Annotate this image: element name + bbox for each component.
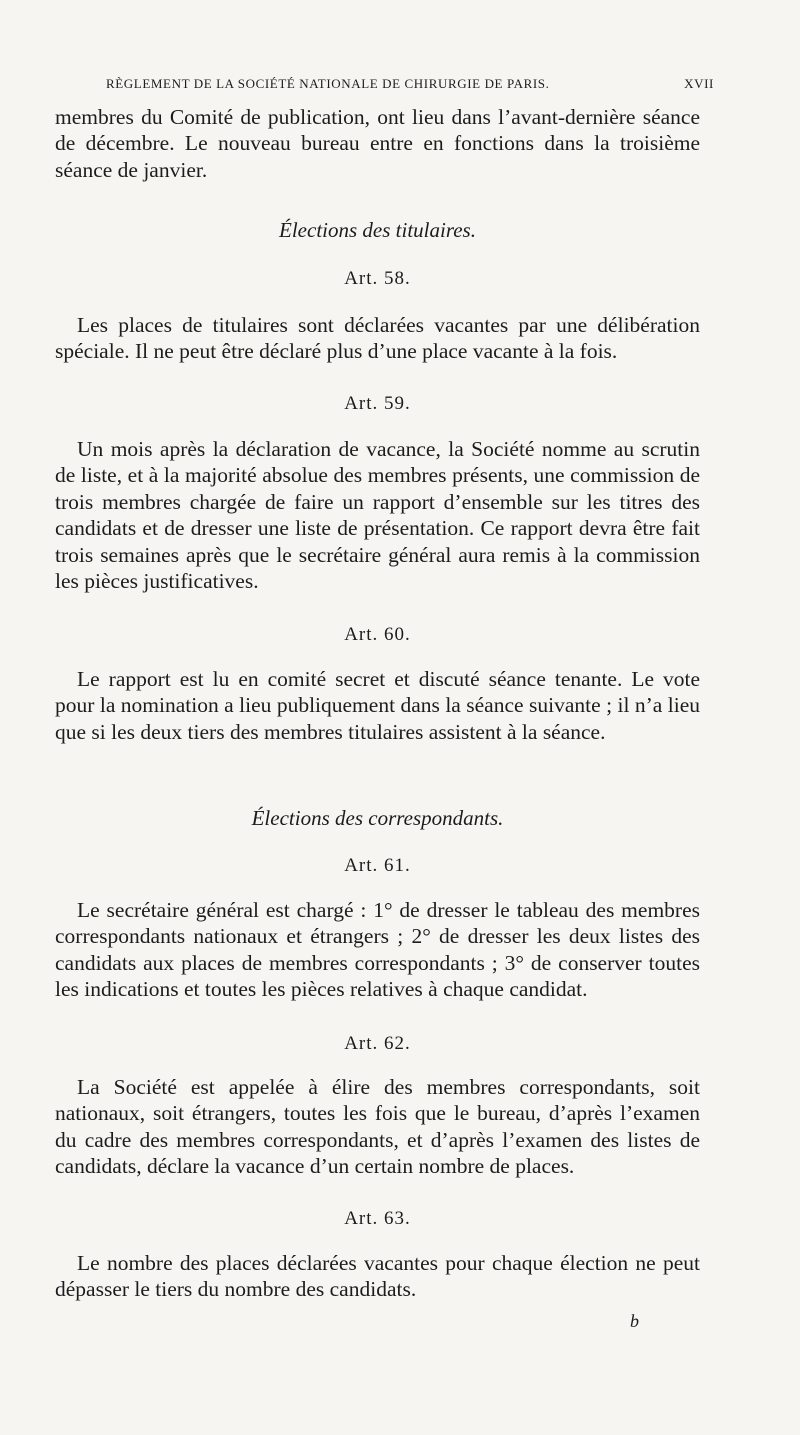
section-title-correspondants: Élections des correspondants. bbox=[251, 806, 504, 830]
article-61-text: Le secrétaire général est chargé : 1° de dresser le tableau des membres correspondants nationaux et étrangers ; 2° de dresser les deux listes des candidats aux places de membres correspondants ; 3° de conserver toutes les indications et toutes les pièces relatives à chaque candidat. bbox=[55, 898, 700, 1002]
signature-mark: b bbox=[630, 1311, 639, 1331]
running-head-title: RÈGLEMENT DE LA SOCIÉTÉ NATIONALE DE CHIRURGIE DE PARIS. bbox=[106, 76, 550, 91]
article-63-text: Le nombre des places déclarées vacantes pour chaque élection ne peut dépasser le tiers du nombre des candidats. bbox=[55, 1251, 700, 1302]
intro-paragraph: membres du Comité de publication, ont lieu dans l’avant-dernière séance de décembre. Le nouveau bureau entre en fonctions dans la troisième séance de janvier. bbox=[55, 105, 700, 182]
article-60-text: Le rapport est lu en comité secret et discuté séance tenante. Le vote pour la nomination a lieu publiquement dans la séance suivante ; il n’a lieu que si les deux tiers des membres titulaires assistent à la séance. bbox=[55, 667, 700, 744]
article-59-heading: Art. 59. bbox=[344, 393, 411, 414]
article-61-heading: Art. 61. bbox=[344, 855, 411, 876]
article-62-text: La Société est appelée à élire des membres correspondants, soit nationaux, soit étrangers, toutes les fois que le bureau, d’après l’examen du cadre des membres correspondants, et d’après l’examen des listes de candidats, déclare la vacance d’un certain nombre de places. bbox=[55, 1075, 700, 1179]
page-number: XVII bbox=[684, 76, 714, 91]
article-62-heading: Art. 62. bbox=[344, 1033, 411, 1054]
article-60-heading: Art. 60. bbox=[344, 624, 411, 645]
article-58-heading: Art. 58. bbox=[344, 268, 411, 289]
article-59-text: Un mois après la déclaration de vacance, la Société nomme au scrutin de liste, et à la majorité absolue des membres présents, une commission de trois membres chargée de faire un rapport d’ensemble sur les titres des candidats et de dresser une liste de présentation. Ce rapport devra être fait trois semaines après que le secrétaire général aura remis à la commission les pièces justificatives. bbox=[55, 437, 700, 594]
article-58-text: Les places de titulaires sont déclarées vacantes par une délibération spéciale. Il ne peut être déclaré plus d’une place vacante à la fois. bbox=[55, 313, 700, 364]
article-63-heading: Art. 63. bbox=[344, 1208, 411, 1229]
section-title-titulaires: Élections des titulaires. bbox=[279, 218, 476, 242]
